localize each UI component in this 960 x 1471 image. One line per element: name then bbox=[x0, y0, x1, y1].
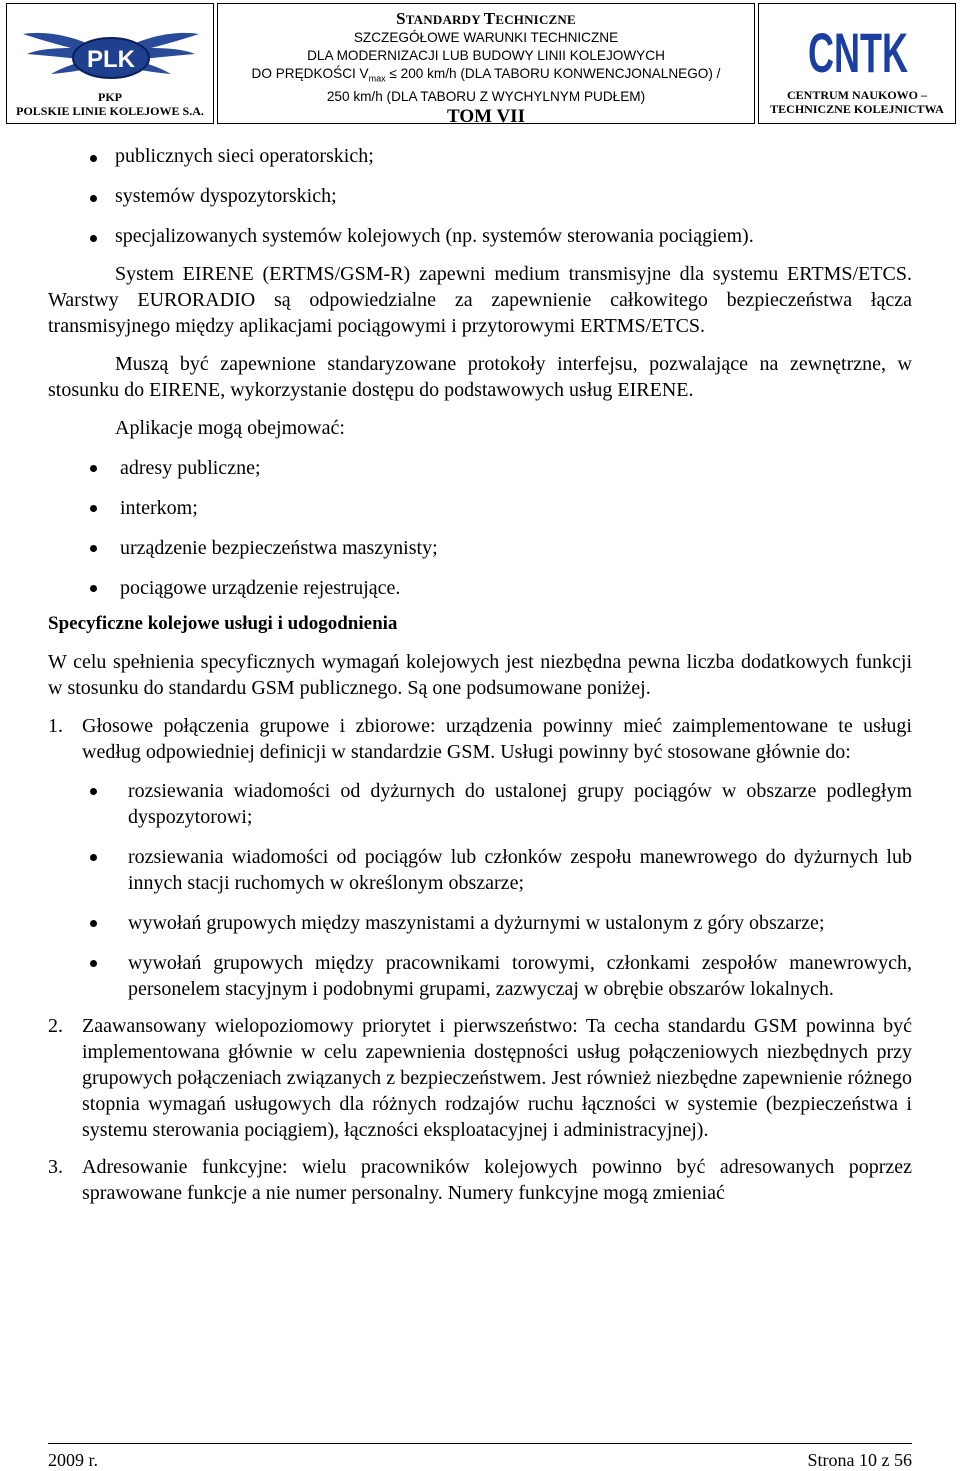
sub-list-item: wywołań grupowych między pracownikami torowymi, członkami zespołów manewrowych, personelem stacyjnym i podobnymi grupami, zazwyczaj w obrębie obszarów lokalnych. bbox=[48, 950, 912, 1002]
bullet-icon bbox=[90, 465, 97, 472]
bullet-icon bbox=[90, 585, 97, 592]
plk-logo-box bbox=[6, 3, 214, 124]
numbered-item-2: 2. Zaawansowany wielopoziomowy priorytet i pierwszeństwo: Ta cecha standardu GSM powinna być implementowana głównie w celu zapewnienia dostępności usług połączeniowych niezbędnych przy grupowych połączeniach związanych z bezpieczeństwem. Jest również niezbędne zapewnienie różnego stopnia wymagań usługowych dla różnych rodzajów ruchu łączności w systemie (bezpieczeństwa i systemu sterowania pociągiem), łączności eksploatacyjnej i administracyjnej). bbox=[48, 1015, 912, 1141]
section-heading: Specyficzne kolejowe usługi i udogodnienia bbox=[48, 613, 398, 634]
sub-list-item: rozsiewania wiadomości od pociągów lub członków zespołu manewrowego do dyżurnych lub innych stacji ruchomych w określonym obszarze; bbox=[48, 844, 912, 896]
document-body bbox=[48, 140, 912, 1206]
footer-year: 2009 r. bbox=[48, 1450, 99, 1470]
list-item: publicznych sieci operatorskich; bbox=[48, 143, 912, 169]
standards-title: STANDARDY TECHNICZNE bbox=[396, 9, 576, 28]
list-item: adresy publiczne; bbox=[48, 455, 912, 481]
bullet-icon bbox=[90, 235, 97, 242]
paragraph-specific-functions: W celu spełnienia specyficznych wymagań kolejowych jest niezbędna pewna liczba dodatkowych funkcji w stosunku do standardu GSM publicznego. Są one podsumowane poniżej. bbox=[48, 651, 912, 699]
title-line-4: 250 km/h (DLA TABORU Z WYCHYLNYM PUDŁEM) bbox=[326, 88, 646, 104]
list-item: interkom; bbox=[48, 495, 912, 521]
list-item: urządzenie bezpieczeństwa maszynisty; bbox=[48, 535, 912, 561]
cntk-name-line-2: TECHNICZNE KOLEJNICTWA bbox=[770, 102, 944, 116]
bullet-icon bbox=[90, 920, 97, 927]
paragraph-applications: Aplikacje mogą obejmować: bbox=[115, 417, 345, 439]
list-item: pociągowe urządzenie rejestrujące. bbox=[48, 575, 912, 601]
title-line-3: DO PRĘDKOŚCI $V_{max} \le 200$ km/h (DLA TABORU KONWENCJONALNEGO) / bbox=[251, 66, 721, 84]
cntk-logo bbox=[805, 14, 911, 84]
cntk-logo-box bbox=[758, 3, 956, 124]
title-line-2: DLA MODERNIZACJI LUB BUDOWY LINII KOLEJOWYCH bbox=[307, 48, 665, 63]
sub-list-item: wywołań grupowych między maszynistami a dyżurnymi w ustalonym z góry obszarze; bbox=[48, 910, 912, 936]
page-header bbox=[6, 3, 956, 127]
bullet-icon bbox=[90, 545, 97, 552]
bullet-icon bbox=[90, 788, 97, 795]
numbered-item-3: 3. Adresowanie funkcyjne: wielu pracowników kolejowych powinno być adresowanych poprzez sprawowane funkcje a nie numer personalny. Numery funkcyjne mogą zmieniać bbox=[48, 1156, 912, 1204]
cntk-name-line-1: CENTRUM NAUKOWO – bbox=[787, 88, 927, 102]
cntk-logo-letters: CNTK bbox=[808, 21, 908, 84]
numbered-item-1: 1. Głosowe połączenia grupowe i zbiorowe: urządzenia powinny mieć zaimplementowane te usługi według odpowiedniej definicji w standardzie GSM. Usługi powinny być stosowane głównie do: bbox=[48, 715, 912, 763]
bullet-icon bbox=[90, 854, 97, 861]
plk-org-name: POLSKIE LINIE KOLEJOWE S.A. bbox=[16, 104, 204, 118]
plk-logo-letters: PLK bbox=[87, 46, 135, 73]
footer-divider bbox=[48, 1443, 912, 1444]
bullet-icon bbox=[90, 155, 97, 162]
footer-page-number: Strona 10 z 56 bbox=[807, 1450, 912, 1470]
bullet-icon bbox=[90, 505, 97, 512]
volume-label: TOM VII bbox=[447, 105, 525, 127]
document-title-box bbox=[217, 3, 755, 127]
paragraph-eirene: System EIRENE (ERTMS/GSM-R) zapewni medium transmisyjne dla systemu ERTMS/ETCS. Warstwy EURORADIO są odpowiedzialne za zapewnienie całkowitego bezpieczeństwa łącza transmisyjnego między aplikacjami pociągowymi i przytorowymi ERTMS/ETCS. bbox=[48, 263, 912, 337]
list-item: specjalizowanych systemów kolejowych (np. systemów sterowania pociągiem). bbox=[48, 223, 912, 249]
title-line-1: SZCZEGÓŁOWE WARUNKI TECHNICZNE bbox=[353, 30, 619, 45]
list-item: systemów dyspozytorskich; bbox=[48, 183, 912, 209]
sub-list-item: rozsiewania wiadomości od dyżurnych do ustalonej grupy pociągów w obszarze podległym dyspozytorowi; bbox=[48, 778, 912, 830]
bullet-icon bbox=[90, 195, 97, 202]
paragraph-protocols: Muszą być zapewnione standaryzowane protokoły interfejsu, pozwalające na zewnętrzne, w stosunku do EIRENE, wykorzystanie dostępu do podstawowych usług EIRENE. bbox=[48, 353, 912, 401]
bullet-icon bbox=[90, 960, 97, 967]
plk-winged-logo bbox=[21, 26, 201, 88]
pkp-label: PKP bbox=[98, 90, 122, 104]
